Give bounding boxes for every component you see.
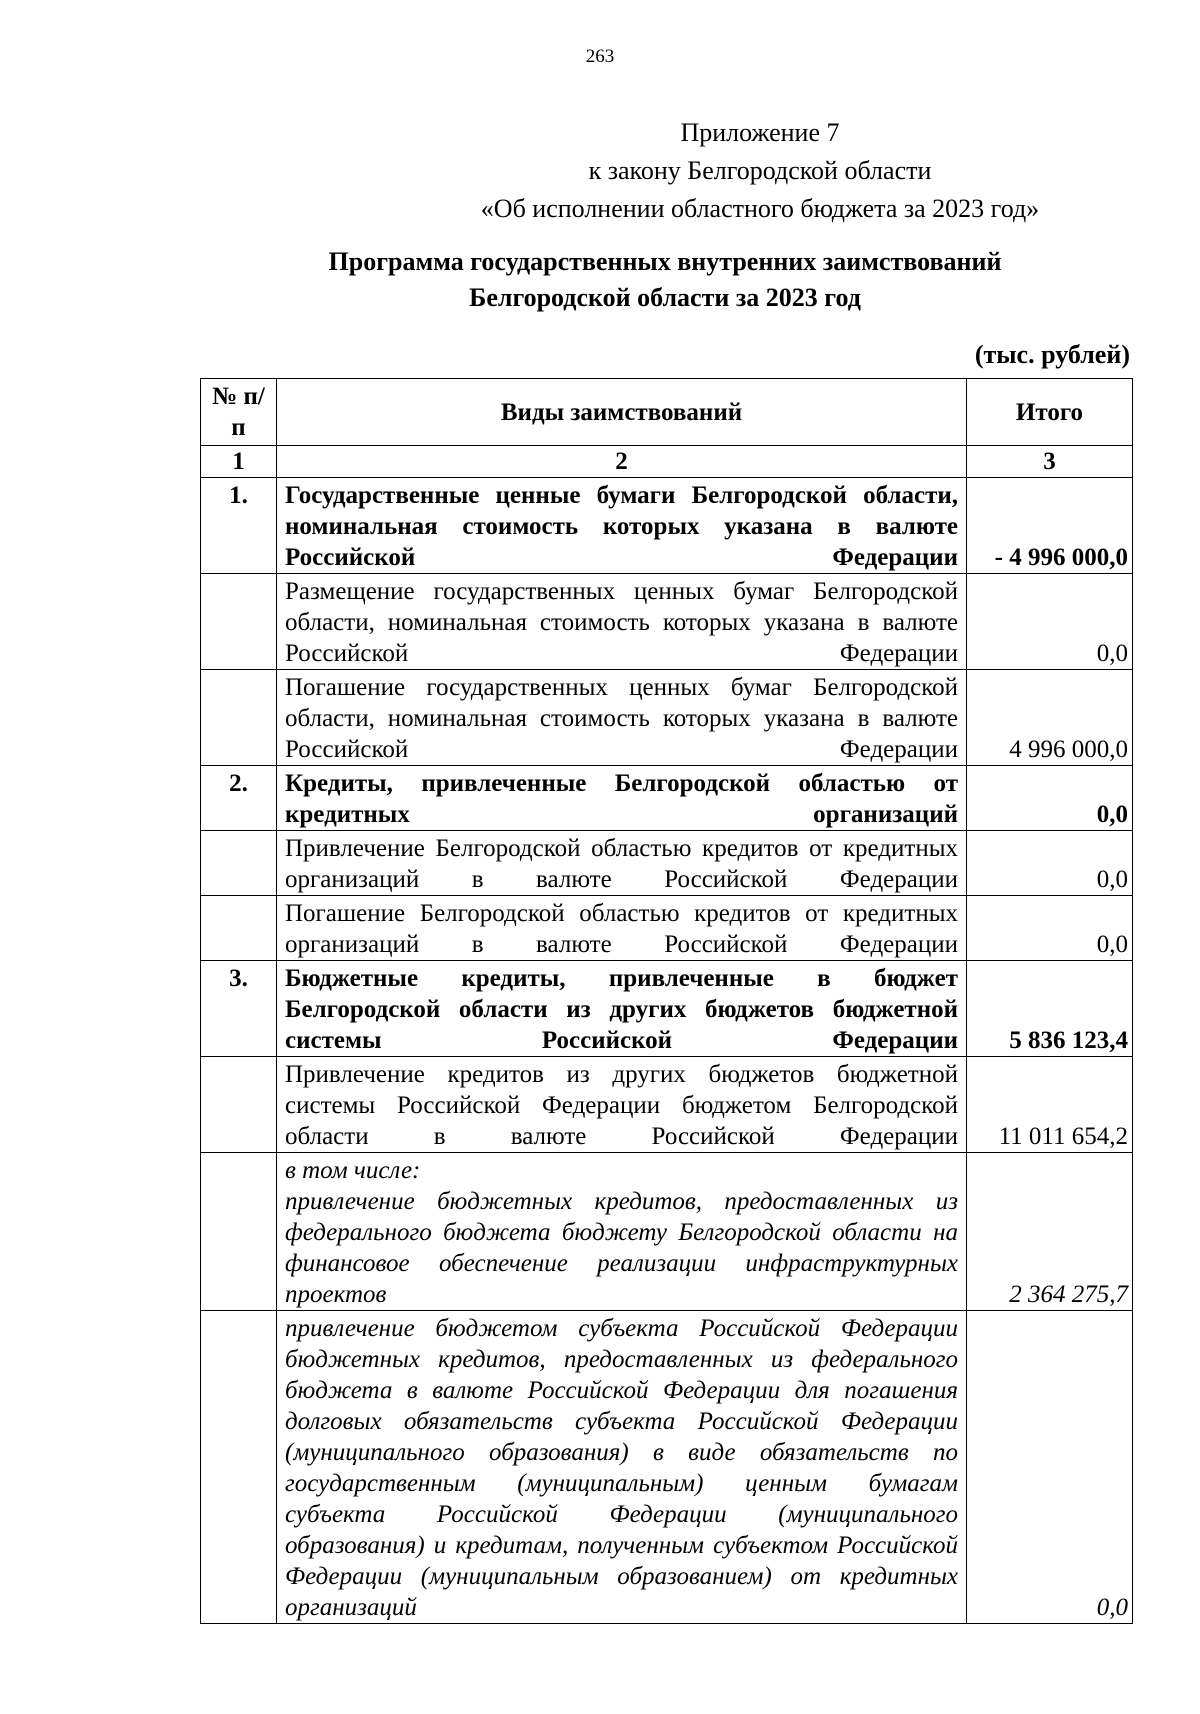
- row-value: 2 364 275,7: [967, 1153, 1133, 1311]
- table-header-row: [201, 379, 1133, 446]
- row-number: 2.: [201, 766, 277, 831]
- row-number: 3.: [201, 961, 277, 1057]
- table-row: [201, 896, 1133, 961]
- row-name: Привлечение Белгородской областью кредитов от кредитных организаций в валюте Российской Федерации: [277, 831, 967, 896]
- row-number: 1.: [201, 478, 277, 574]
- document-title: [160, 244, 1170, 316]
- row-name: привлечение бюджетом субъекта Российской Федерации бюджетных кредитов, предоставленных из федерального бюджета в валюте Российской Федерации для погашения долговых обязательств субъекта Российской Федерации (муниципального образования) в виде обязательств по государственным (муниципальным) ценным бумагам субъекта Российской Федерации (муниципального образования) и кредитам, полученным субъектом Российской Федерации (муниципальным образованием) от кредитных организаций: [277, 1311, 967, 1624]
- header-num: № п/п: [201, 379, 277, 446]
- row-name: Размещение государственных ценных бумаг Белгородской области, номинальная стоимость которых указана в валюте Российской Федерации: [277, 574, 967, 670]
- row-name-prefix: в том числе:: [285, 1157, 421, 1184]
- row-number: [201, 831, 277, 896]
- row-value: 0,0: [967, 574, 1133, 670]
- row-name: Бюджетные кредиты, привлеченные в бюджет Белгородской области из других бюджетов бюджетной системы Российской Федерации: [277, 961, 967, 1057]
- page-number: 263: [585, 46, 615, 67]
- units-label: (тыс. рублей): [974, 340, 1130, 369]
- table-row: [201, 1311, 1133, 1624]
- row-name: Государственные ценные бумаги Белгородской области, номинальная стоимость которых указана в валюте Российской Федерации: [277, 478, 967, 574]
- table-row: [201, 831, 1133, 896]
- row-value: 4 996 000,0: [967, 670, 1133, 766]
- row-number: [201, 670, 277, 766]
- row-number: [201, 574, 277, 670]
- title-line-2: Белгородской области за 2023 год: [469, 283, 861, 312]
- table-row: [201, 478, 1133, 574]
- row-value: 0,0: [967, 766, 1133, 831]
- row-value: - 4 996 000,0: [967, 478, 1133, 574]
- table-row: [201, 670, 1133, 766]
- row-value: 11 011 654,2: [967, 1057, 1133, 1153]
- column-number: 2: [277, 446, 967, 478]
- row-value: 0,0: [967, 896, 1133, 961]
- table-row: [201, 766, 1133, 831]
- column-number-row: [201, 446, 1133, 478]
- borrowings-table: [200, 378, 1133, 1624]
- header-name: Виды заимствований: [277, 379, 967, 446]
- row-value: 0,0: [967, 831, 1133, 896]
- row-value: 5 836 123,4: [967, 961, 1133, 1057]
- column-number: 3: [967, 446, 1133, 478]
- title-line-1: Программа государственных внутренних заимствований: [328, 247, 1002, 276]
- row-name: Погашение государственных ценных бумаг Белгородской области, номинальная стоимость которых указана в валюте Российской Федерации: [277, 670, 967, 766]
- appendix-header: [380, 114, 1140, 228]
- row-name: Привлечение кредитов из других бюджетов бюджетной системы Российской Федерации бюджетом Белгородской области в валюте Российской Федерации: [277, 1057, 967, 1153]
- row-name-text: привлечение бюджетных кредитов, предоставленных из федерального бюджета бюджету Белгородской области на финансовое обеспечение реализации инфраструктурных проектов: [285, 1188, 958, 1308]
- appendix-line-2: к закону Белгородской области: [588, 156, 932, 185]
- row-name: [277, 1153, 967, 1311]
- table-row: [201, 1153, 1133, 1311]
- appendix-line-1: Приложение 7: [680, 118, 840, 147]
- row-number: [201, 1057, 277, 1153]
- row-value: 0,0: [967, 1311, 1133, 1624]
- table-row: [201, 961, 1133, 1057]
- header-total: Итого: [967, 379, 1133, 446]
- row-name: Кредиты, привлеченные Белгородской областью от кредитных организаций: [277, 766, 967, 831]
- row-number: [201, 1311, 277, 1624]
- row-name: Погашение Белгородской областью кредитов от кредитных организаций в валюте Российской Федерации: [277, 896, 967, 961]
- column-number: 1: [201, 446, 277, 478]
- table-row: [201, 1057, 1133, 1153]
- appendix-line-3: «Об исполнении областного бюджета за 2023 год»: [480, 194, 1040, 223]
- row-number: [201, 1153, 277, 1311]
- row-number: [201, 896, 277, 961]
- table-row: [201, 574, 1133, 670]
